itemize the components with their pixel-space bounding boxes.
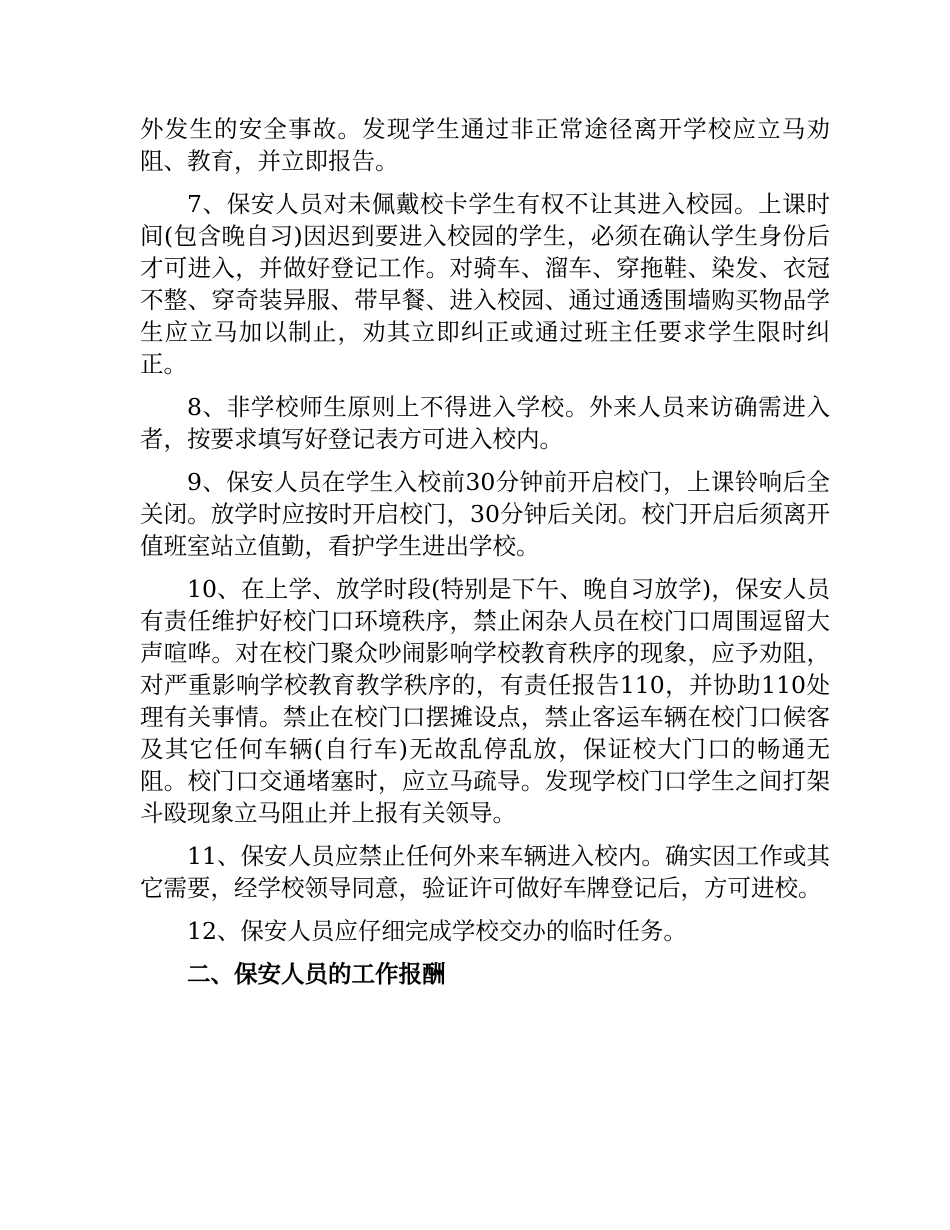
paragraph-item-8: 8、非学校师生原则上不得进入学校。外来人员来访确需进入者，按要求填写好登记表方可进入校内。 [140,393,830,453]
paragraph-item-12: 12、保安人员应仔细完成学校交办的临时任务。 [187,917,687,945]
paragraph-item-11: 11、保安人员应禁止任何外来车辆进入校内。确实因工作或其它需要，经学校领导同意，验证许可做好车牌登记后，方可进校。 [140,842,830,902]
paragraph-item-7: 7、保安人员对未佩戴校卡学生有权不让其进入校园。上课时间(包含晚自习)因迟到要进入校园的学生，必须在确认学生身份后才可进入，并做好登记工作。对骑车、溜车、穿拖鞋、染发、衣冠不整、穿奇装异服、带早餐、进入校园、通过通透围墙购买物品学生应立马加以制止，劝其立即纠正或通过班主任要求学生限时纠正。 [140,190,830,378]
paragraph-continuation: 外发生的安全事故。发现学生通过非正常途径离开学校应立马劝阻、教育，并立即报告。 [140,115,830,175]
document-page [140,113,830,990]
paragraph-item-10: 10、在上学、放学时段(特别是下午、晚自习放学)，保安人员有责任维护好校门口环境秩序，禁止闲杂人员在校门口周围逗留大声喧哗。对在校门聚众吵闹影响学校教育秩序的现象，应予劝阻，对严重影响学校教育教学秩序的，有责任报告110，并协助110处理有关事情。禁止在校门口摆摊设点，禁止客运车辆在校门口候客及其它任何车辆(自行车)无故乱停乱放，保证校大门口的畅通无阻。校门口交通堵塞时，应立马疏导。发现学校门口学生之间打架斗殴现象立马阻止并上报有关领导。 [140,575,830,827]
paragraph-item-9: 9、保安人员在学生入校前30分钟前开启校门，上课铃响后全关闭。放学时应按时开启校门，30分钟后关闭。校门开启后须离开值班室站立值勤，看护学生进出学校。 [140,468,830,560]
section-heading: 二、保安人员的工作报酬 [187,960,446,988]
